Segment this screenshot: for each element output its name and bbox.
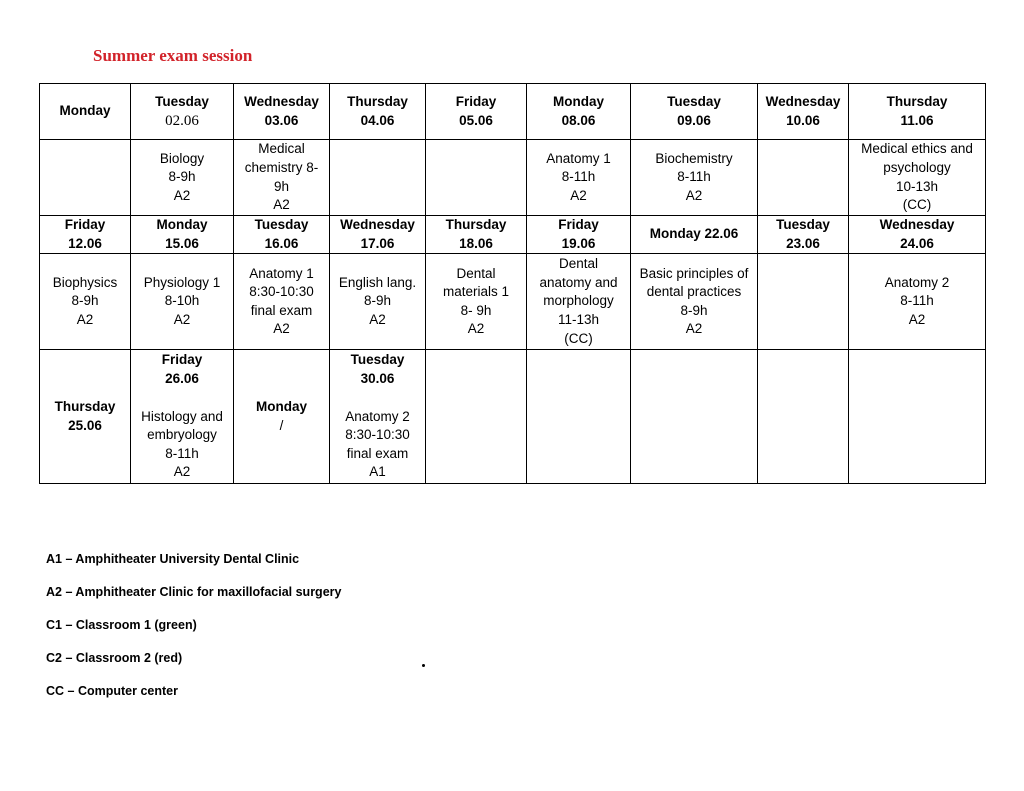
cell-line: Dental — [456, 265, 496, 281]
cell-line: Friday — [455, 93, 497, 109]
cell-line: A2 — [467, 321, 485, 337]
cell-line: materials 1 — [442, 284, 510, 300]
cell-line: A2 — [570, 187, 587, 203]
cell-line: 10.06 — [786, 112, 820, 128]
cell-line: Medical ethics and — [861, 141, 973, 157]
schedule-cell — [40, 84, 131, 140]
cell-line: 8-11h — [900, 293, 934, 309]
cell-line: embryology — [147, 427, 217, 443]
page-title: Summer exam session — [93, 46, 253, 65]
cell-line: dental practices — [646, 284, 742, 300]
cell-line: 09.06 — [677, 112, 711, 128]
cell-line: 8-9h — [168, 169, 196, 185]
cell-line: Physiology 1 — [143, 274, 221, 290]
cell-line: 03.06 — [264, 112, 299, 128]
schedule-cell — [849, 216, 986, 254]
schedule-cell — [758, 84, 849, 140]
schedule-cell — [40, 350, 131, 484]
cell-line: Tuesday — [350, 352, 405, 368]
cell-line: Dental — [558, 256, 599, 272]
schedule-cell — [527, 216, 631, 254]
cell-line: 8-9h — [680, 302, 708, 318]
stray-dot — [422, 664, 425, 667]
cell-line: Monday 22.06 — [649, 226, 739, 242]
schedule-cell — [758, 216, 849, 254]
cell-line: 11-13h — [557, 311, 600, 327]
cell-line: 8-11h — [677, 169, 711, 185]
cell-line: Biochemistry — [655, 150, 733, 166]
schedule-cell — [40, 140, 131, 216]
cell-line: Basic principles of — [639, 265, 749, 281]
schedule-cell — [40, 254, 131, 350]
cell-line: (CC) — [902, 197, 932, 213]
cell-line: Wednesday — [765, 93, 841, 109]
cell-line: 16.06 — [264, 235, 299, 251]
cell-line: 05.06 — [459, 112, 493, 128]
cell-line: 12.06 — [68, 235, 102, 251]
schedule-cell — [131, 140, 234, 216]
cell-line: 8-11h — [561, 169, 596, 185]
schedule-row — [40, 140, 986, 216]
cell-line: A2 — [685, 321, 703, 337]
schedule-cell — [849, 84, 986, 140]
cell-line: Friday — [558, 217, 599, 232]
cell-line: Biology — [159, 150, 205, 166]
schedule-row — [40, 254, 986, 350]
cell-line: psychology — [883, 159, 951, 175]
cell-line: 8-9h — [71, 293, 99, 309]
cell-line: A2 — [173, 311, 191, 327]
schedule-cell — [234, 84, 330, 140]
cell-line: Tuesday — [776, 217, 830, 232]
cell-line: Anatomy 1 — [546, 150, 611, 166]
cell-line: 30.06 — [360, 371, 395, 386]
cell-line: 08.06 — [561, 112, 596, 128]
cell-line: chemistry 8- — [244, 159, 319, 175]
schedule-cell — [758, 254, 849, 350]
schedule-cell — [131, 350, 234, 484]
cell-line: 24.06 — [900, 235, 934, 251]
schedule-cell — [330, 254, 426, 350]
cell-line: final exam — [346, 445, 409, 461]
cell-line: (CC) — [564, 330, 593, 346]
cell-line: A2 — [173, 464, 191, 480]
cell-line: Biophysics — [52, 274, 118, 290]
cell-line: Monday — [156, 217, 208, 232]
cell-line: A2 — [76, 311, 94, 327]
cell-line: 19.06 — [561, 235, 596, 251]
legend-item-a2: A2 – Amphitheater Clinic for maxillofacial surgery — [46, 585, 342, 599]
schedule-cell — [849, 254, 986, 350]
schedule-cell — [527, 254, 631, 350]
cell-line: 15.06 — [165, 235, 199, 251]
schedule-cell — [426, 84, 527, 140]
cell-line: A2 — [173, 187, 191, 203]
cell-line: A1 — [369, 464, 386, 480]
cell-line: A2 — [369, 311, 386, 327]
cell-line: final exam — [250, 302, 313, 318]
cell-line: Friday — [161, 352, 203, 368]
schedule-row — [40, 350, 986, 484]
exam-schedule-table — [39, 83, 986, 484]
schedule-cell — [330, 84, 426, 140]
cell-line: Friday — [64, 217, 106, 232]
cell-line: A2 — [273, 321, 290, 337]
cell-line: morphology — [543, 293, 614, 309]
schedule-cell — [330, 216, 426, 254]
cell-line: anatomy and — [539, 274, 618, 290]
cell-line: 18.06 — [459, 235, 493, 251]
schedule-cell — [631, 140, 758, 216]
legend — [46, 552, 341, 717]
schedule-cell — [40, 216, 131, 254]
schedule-cell — [131, 84, 234, 140]
cell-line: Medical — [258, 141, 305, 157]
schedule-cell — [234, 140, 330, 216]
schedule-cell — [426, 216, 527, 254]
cell-line: Wednesday — [879, 217, 955, 232]
cell-line: Monday — [255, 399, 307, 415]
schedule-row — [40, 216, 986, 254]
cell-line: 23.06 — [786, 235, 820, 251]
cell-line: / — [279, 417, 284, 433]
cell-line: Anatomy 2 — [345, 408, 410, 424]
cell-line: A2 — [908, 311, 926, 327]
cell-line: Monday — [552, 93, 604, 109]
schedule-cell — [234, 350, 330, 484]
cell-line: 8-11h — [165, 445, 199, 461]
legend-item-a1: A1 – Amphitheater University Dental Clinic — [46, 552, 300, 566]
cell-line: Wednesday — [340, 217, 415, 232]
cell-line: 8:30-10:30 — [345, 427, 410, 443]
schedule-cell — [330, 140, 426, 216]
cell-line: Monday — [59, 103, 111, 119]
schedule-cell — [527, 140, 631, 216]
cell-line: 8- 9h — [460, 302, 492, 318]
cell-line: Anatomy 2 — [884, 274, 950, 290]
cell-line: 25.06 — [68, 417, 102, 433]
cell-line: Thursday — [347, 93, 408, 109]
legend-item-c2: C2 – Classroom 2 (red) — [46, 651, 183, 665]
cell-line: Tuesday — [667, 93, 721, 109]
cell-line: Tuesday — [254, 217, 309, 232]
schedule-cell — [631, 84, 758, 140]
schedule-cell — [330, 350, 426, 484]
cell-line: A2 — [685, 187, 703, 203]
legend-item-c1: C1 – Classroom 1 (green) — [46, 618, 197, 632]
cell-line: 10-13h — [895, 178, 939, 194]
cell-line: English lang. — [338, 274, 417, 290]
cell-line: 8-10h — [164, 293, 200, 309]
cell-line: Tuesday — [155, 93, 209, 109]
cell-line: 11.06 — [900, 112, 934, 128]
cell-line: 8:30-10:30 — [249, 284, 314, 300]
cell-line: 26.06 — [165, 371, 199, 386]
schedule-cell — [131, 254, 234, 350]
cell-line: Thursday — [54, 399, 116, 415]
schedule-cell — [849, 350, 986, 484]
schedule-cell — [426, 140, 527, 216]
schedule-cell — [131, 216, 234, 254]
cell-line: Thursday — [886, 93, 948, 109]
schedule-cell — [426, 350, 527, 484]
cell-line: Wednesday — [244, 93, 319, 109]
schedule-cell — [631, 254, 758, 350]
cell-line: 9h — [273, 178, 290, 194]
cell-line: 02.06 — [165, 112, 199, 129]
cell-line: 17.06 — [360, 235, 395, 251]
cell-line: 8-9h — [363, 293, 392, 309]
schedule-cell — [849, 140, 986, 216]
schedule-cell — [631, 350, 758, 484]
schedule-cell — [527, 350, 631, 484]
schedule-cell — [758, 350, 849, 484]
legend-item-cc: CC – Computer center — [46, 684, 178, 698]
cell-line: Anatomy 1 — [249, 265, 314, 281]
schedule-cell — [527, 84, 631, 140]
cell-line: A2 — [273, 197, 290, 213]
cell-line: Thursday — [445, 217, 507, 232]
schedule-cell — [234, 216, 330, 254]
schedule-cell — [426, 254, 527, 350]
cell-line: Histology and — [141, 408, 223, 424]
schedule-cell — [631, 216, 758, 254]
schedule-cell — [758, 140, 849, 216]
cell-line: 04.06 — [360, 112, 395, 128]
schedule-cell — [234, 254, 330, 350]
schedule-row — [40, 84, 986, 140]
